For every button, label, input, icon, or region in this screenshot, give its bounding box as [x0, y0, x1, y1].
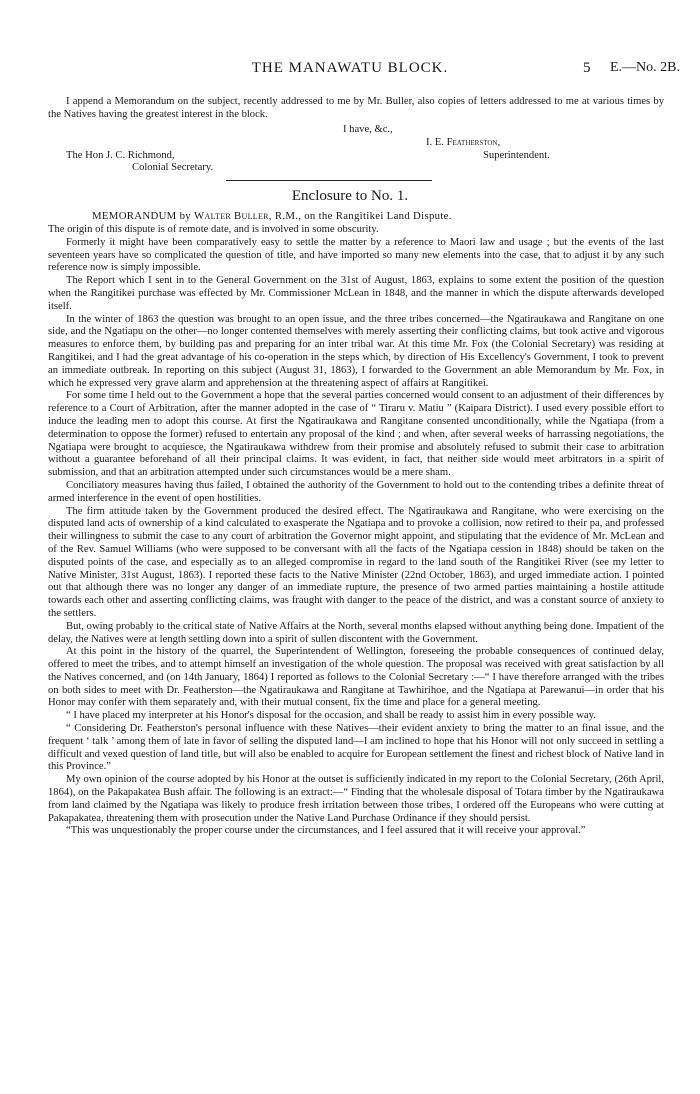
paragraph: “ I have placed my interpreter at his Honor's disposal for the occasion, and shall be ready to assist him in every possible way.	[66, 710, 596, 722]
paragraph: My own opinion of the course adopted by his Honor at the outset is sufficiently indicated in my report to the Colonial Secretary, (26th April, 1864), on the Pakapakatea Bush affair. The following is an extract:—“ Finding that the wholesale disposal of Totara timber by the Ngatiraukawa from land claimed by the Ngatiapa was likely to produce fresh irritation between those tribes, I ordered off the Europeans who were cutting at Pakapakatea, threatening them with prosecution under the Native Land Purchase Ordinance if they should persist.	[48, 774, 664, 824]
memorandum-body	[48, 224, 664, 838]
memo-by: by	[179, 210, 191, 222]
paragraph: The firm attitude taken by the Government produced the desired effect. The Ngatiraukawa and Rangitane, who were exercising on the disputed land acts of ownership of a kind calculated to exasperate the Ngatiapa and to provoke a collision, now retired to their pa, and professed their willingness to submit the case to any court of arbitration the Governor might appoint, and stipulating that the evidence of Mr. McLean and of the Rev. Samuel Williams (who were supposed to be conversant with all the facts of the Ngatiapa cession in 1848) should be taken on the disputed points of the case, and especially as to an alleged compromise in regard to the land south of the Rangitikei River (see my letter to Native Minister, 31st August, 1863). I reported these facts to the Native Minister (22nd October, 1863), and urged immediate action. I pointed out that although there was no longer any danger of an immediate rupture, the presence of two armed parties maintaining a hostile attitude towards each other and asserting conflicting claims, was fraught with danger to the peace of the district, and was a constant source of anxiety to the settlers.	[48, 505, 664, 619]
memorandum-heading	[48, 210, 664, 223]
document-reference: E.—No. 2B.	[610, 60, 680, 75]
paragraph: “This was unquestionably the proper course under the circumstances, and I feel assured that it will receive your approval.”	[66, 825, 586, 837]
page-number: 5	[583, 60, 591, 76]
signatory-role: Superintendent.	[483, 149, 550, 161]
intro-paragraph: I append a Memorandum on the subject, recently addressed to me by Mr. Buller, also copies of letters addressed to me at various times by the Natives having the greatest interest in the block.	[48, 96, 664, 120]
enclosure-heading: Enclosure to No. 1.	[291, 188, 409, 204]
paragraph: The Report which I sent in to the General Government on the 31st of August, 1863, explains to some extent the position of the question when the Rangitikei purchase was effected by Mr. Commissioner McLean in 1848, and the manner in which the dispute afterwards developed itself.	[48, 275, 664, 312]
paragraph: But, owing probably to the critical state of Native Affairs at the North, several months elapsed without anything being done. Impatient of the delay, the Natives were at length settling down into a spirit of sullen discontent with the Government.	[48, 620, 664, 645]
memo-subject: R.M., on the Rangitikei Land Dispute.	[274, 210, 452, 222]
memo-author: Walter Buller,	[194, 210, 272, 222]
paragraph: “ Considering Dr. Featherston's personal influence with these Natives—their evident anxiety to bring the matter to an final issue, and the frequent ‘ talk ’ among them of late in favor of selling the disputed land—I am inclined to hope that his Honor will not only succeed in settling a difficult and vexed question of land title, but will also be enabled to acquire for European settlement the finest and richest block of Native land in this Province.”	[48, 723, 664, 773]
paragraph: In the winter of 1863 the question was brought to an open issue, and the three tribes concerned—the Ngatiraukawa and Rangitane on one side, and the Ngatiapu on the other—no longer contented themselves with merely asserting their conflicting claims, but took active and vigorous measures to enforce them, by building pas and preparing for an inter tribal war. At this time Mr. Fox (the Colonial Secretary) was residing at Rangitikei, and I had the great advantage of his co-operation in the steps which, by direction of His Excellency's Government, I took to prevent an immediate outbreak. In reporting on this subject (August 31, 1863), I forwarded to the Government an able Memorandum by Mr. Fox, in which he expressed very grave alarm and apprehension at the threatening aspect of affairs at Rangitikei.	[48, 313, 664, 389]
letter-closing	[48, 124, 664, 175]
addressee-role: Colonial Secretary.	[132, 162, 214, 174]
paragraph: At this point in the history of the quarrel, the Superintendent of Wellington, foreseeing the probable consequences of continued delay, offered to meet the tribes, and to attempt himself an investigation of the whole question. The proposal was received with great satisfaction by all the Natives concerned, and (on 14th January, 1864) I reported as follows to the Colonial Secretary :—“ I have therefore arranged with the tribes on both sides to meet with Dr. Featherston—the Ngatiraukawa and Rangitane at Tawhirihoe, and the Ngatiapa at Parewanui—in order that his Honor may confer with them separately and, with their mutual consent, fix the time and place for a general meeting.	[48, 646, 664, 709]
section-divider	[226, 180, 432, 181]
paragraph: Formerly it might have been comparatively easy to settle the matter by a reference to Maori law and usage ; but the events of the last seventeen years have so complicated the question of title, and have imported so many new elements into the case, that to adjust it by any such reference now is simply impossible.	[48, 236, 664, 274]
memo-label: MEMORANDUM	[92, 210, 177, 222]
paragraph: For some time I held out to the Government a hope that the several parties concerned would consent to an adjustment of their differences by reference to a Court of Arbitration, after the manner adopted in the case of “ Tiraru v. Matiu ” (Kaipara District). I used every possible effort to induce the leading men to adopt this course. At first the Ngatiraukawa and Rangitane consented unconditionally, while the Ngatiapa (from a determination to oppose the former) refused to entertain any proposal of the kind ; and when, after several weeks of harrassing negotiations, the Ngatiapa were brought to acquiesce, the Ngatiraukawa withdrew from their promise and absolutely refused to submit their case to arbitration without a guarantee beforehand of all their principal claims. It was evident, in fact, that neither side would meet arbitrators in a spirit of submission, and that an arbitration attempted under such circumstances would be a mere sham.	[48, 390, 664, 479]
paragraph: Conciliatory measures having thus failed, I obtained the authority of the Government to hold out to the contending tribes a definite threat of armed interference in the event of open hostilities.	[48, 479, 664, 504]
page-title: THE MANAWATU BLOCK.	[251, 60, 449, 76]
paragraph: The origin of this dispute is of remote date, and is involved in some obscurity.	[48, 224, 379, 235]
closing-formula: I have, &c.,	[343, 124, 393, 135]
addressee: The Hon J. C. Richmond,	[66, 149, 175, 161]
running-header	[0, 60, 700, 80]
signature: I. E. Featherston,	[426, 136, 501, 148]
